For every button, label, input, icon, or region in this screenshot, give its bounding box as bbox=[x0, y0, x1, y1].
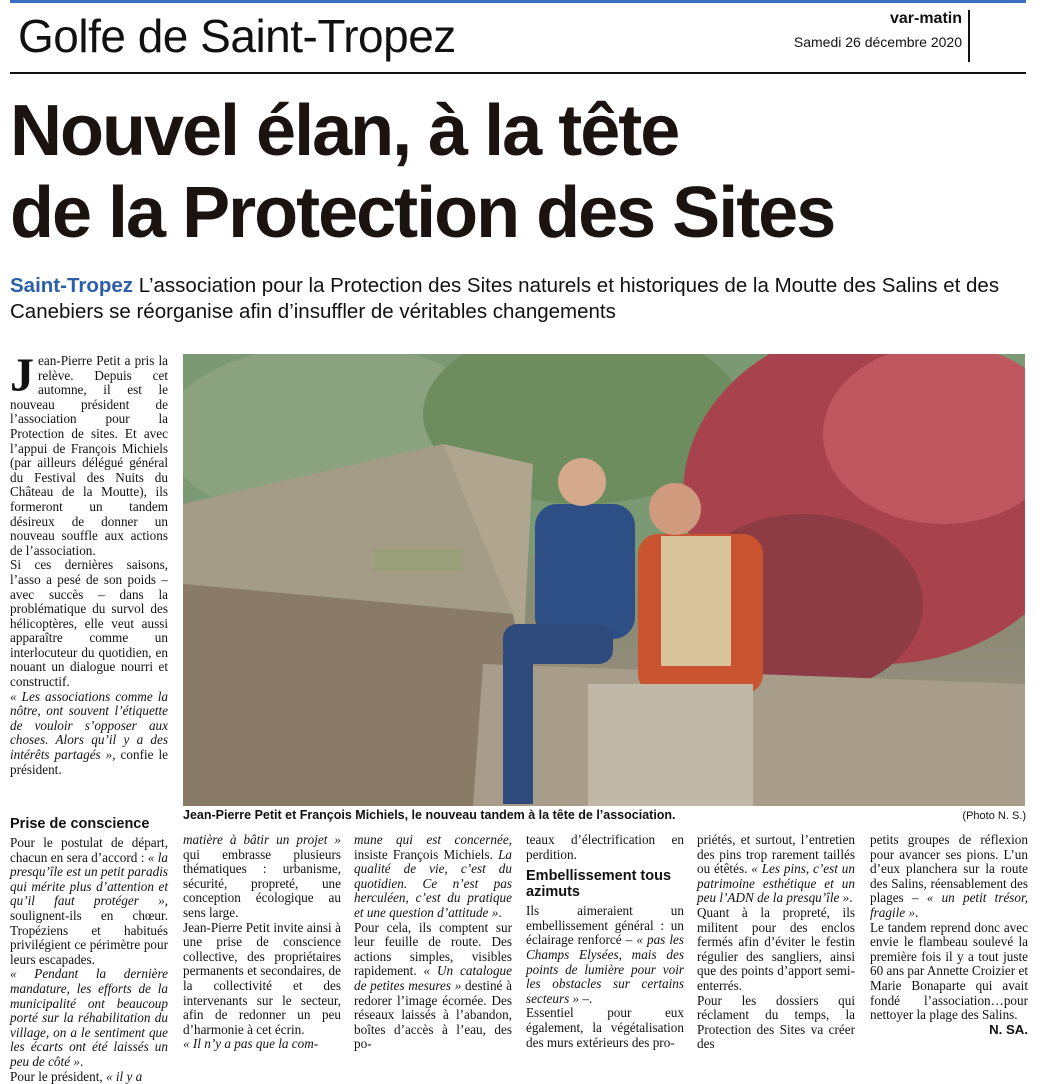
paragraph bbox=[10, 690, 168, 778]
quote: « il y a bbox=[106, 1069, 142, 1084]
paragraph bbox=[697, 833, 855, 906]
quote: « Il n’y a pas que la com- bbox=[183, 1036, 318, 1051]
paper-name: var-matin bbox=[794, 10, 962, 28]
paragraph-text: petits groupes de réflexion pour avancer ses pions. L’un d’eux planchera sur la route des Salins, réensablement des plages – bbox=[870, 832, 1028, 905]
paragraph-text: . bbox=[915, 905, 918, 920]
paragraph-text: ean-Pierre Petit a pris la relève. Depuis cet automne, il est le nouveau président de l’association pour la Protection de sites. Et avec l’appui de François Michiels (par ailleurs délégué général du Festival des Nuits du Château de la Moutte), ils formeront un tandem désireux de donner un nouveau souffle aux actions de l’association. bbox=[10, 353, 168, 558]
paragraph-text: , insiste François Michiels. bbox=[354, 832, 512, 862]
paragraph bbox=[10, 967, 168, 1069]
article-column-3 bbox=[354, 833, 512, 1052]
paragraph bbox=[526, 904, 684, 1006]
paragraph: teaux d’électrification en perdition. bbox=[526, 833, 684, 862]
paragraph bbox=[354, 833, 512, 921]
paragraph-text: , confie le président. bbox=[10, 747, 168, 777]
paragraph bbox=[354, 921, 512, 1052]
quote: La qualité de vie, c’est du quotidien. Ce n’est pas herculéen, c’est du pratique et une question d’attitude » bbox=[354, 847, 512, 920]
article-column-1 bbox=[10, 354, 168, 777]
headline-line-2: de la Protection des Sites bbox=[10, 172, 1040, 254]
paragraph-text: Pour cela, ils comptent sur leur feuille de route. Des actions simples, visibles rapidement. bbox=[354, 920, 512, 979]
paragraph: Essentiel pour eux également, la végétalisation des murs extérieurs des pro- bbox=[526, 1006, 684, 1050]
paragraph-text: –. bbox=[579, 991, 592, 1006]
headline bbox=[10, 90, 1040, 254]
article-photo bbox=[183, 354, 1025, 806]
quote: mune qui est concernée bbox=[354, 832, 509, 847]
masthead-divider bbox=[968, 10, 970, 62]
subheading: Embellissement tous azimuts bbox=[526, 868, 684, 900]
paragraph-text: Ils aimeraient un embellissement général : un éclairage renforcé – bbox=[526, 903, 684, 947]
lede bbox=[10, 273, 1040, 325]
section-title: Golfe de Saint-Tropez bbox=[18, 6, 456, 66]
paragraph: Quant à la propreté, ils militent pour des enclos fermés afin d’éviter le festin régulier des sangliers, ainsi que des points d’apport semi-enterrés. bbox=[697, 906, 855, 994]
headline-line-1: Nouvel élan, à la tête bbox=[10, 90, 1040, 172]
publication-date: Samedi 26 décembre 2020 bbox=[794, 34, 962, 50]
paragraph bbox=[183, 1037, 341, 1052]
paragraph: Si ces dernières saisons, l’asso a pesé de son poids – avec succès – dans la problématique du survol des hélicoptères, elle veut aussi apparaître comme un interlocuteur du quotidien, en nouant un dialogue nourri et constructif. bbox=[10, 558, 168, 689]
quote: matière à bâtir un projet » bbox=[183, 832, 341, 847]
lede-place: Saint-Tropez bbox=[10, 274, 133, 297]
photo-credit: (Photo N. S.) bbox=[962, 810, 1026, 822]
paragraph-text: . bbox=[849, 890, 852, 905]
article-column-6 bbox=[870, 833, 1028, 1037]
paragraph-text: . bbox=[80, 1054, 83, 1069]
paragraph bbox=[10, 836, 168, 967]
article-column-5 bbox=[697, 833, 855, 1052]
photo-illustration bbox=[183, 354, 1025, 806]
paragraph bbox=[870, 833, 1028, 921]
paragraph-text: . bbox=[498, 905, 501, 920]
masthead bbox=[794, 10, 962, 50]
photo-caption: Jean-Pierre Petit et François Michiels, le nouveau tandem à la tête de l’association. bbox=[183, 808, 853, 822]
quote: « Un catalogue de petites mesures » bbox=[354, 963, 512, 993]
paragraph-text: , soulignent-ils en chœur. Tropéziens et habitués privilégient ce périmètre pour leurs escapades. bbox=[10, 893, 168, 966]
quote: « un petit trésor, fragile » bbox=[870, 890, 1028, 920]
quote: « pas les Champs Elysées, mais des points de lumière pour voir les obstacles sur certains secteurs » bbox=[526, 932, 684, 1005]
quote: « Les associations comme la nôtre, ont souvent l’étiquette de vouloir s’opposer aux choses. Alors qu’il y a des intérêts partagés » bbox=[10, 689, 168, 762]
paragraph-text: Pour le postulat de départ, chacun en sera d’accord : bbox=[10, 835, 168, 865]
lede-text: L’association pour la Protection des Sites naturels et historiques de la Moutte des Salins et des Canebiers se réorganise afin d’insuffler de véritables changements bbox=[10, 274, 999, 323]
author-signature: N. SA. bbox=[870, 1023, 1028, 1038]
quote: « Pendant la dernière mandature, les efforts de la municipalité ont beaucoup porté sur la réhabilitation du village, on a le sentiment que les écarts ont été laissés un peu de côté » bbox=[10, 966, 168, 1069]
paragraph-text: qui embrasse plusieurs thématiques : urbanisme, sécurité, propreté, une conception écologique au sens large. bbox=[183, 847, 341, 920]
subheading: Prise de conscience bbox=[10, 816, 168, 832]
paragraph-text: Pour le président, bbox=[10, 1069, 103, 1084]
paragraph: Jean-Pierre Petit invite ainsi à une prise de conscience collective, des propriétaires permanents et secondaires, de la collectivité et des intervenants sur le secteur, afin de redonner un peu d’harmonie à cet écrin. bbox=[183, 921, 341, 1038]
drop-cap: J bbox=[10, 356, 34, 396]
paragraph bbox=[10, 354, 168, 558]
header-rule bbox=[10, 72, 1026, 74]
paragraph: Le tandem reprend donc avec envie le flambeau soulevé la première fois il y a tout juste 60 ans par Annette Croizier et Marie Bonaparte qui avait fondé l’association…pour nettoyer la plage des Salins. bbox=[870, 921, 1028, 1023]
article-column-4 bbox=[526, 833, 684, 1050]
article-column-2 bbox=[183, 833, 341, 1052]
paragraph: Pour les dossiers qui réclament du temps, la Protection des Sites va créer des bbox=[697, 994, 855, 1052]
article-column-1-lower bbox=[10, 810, 168, 1084]
quote: « Les pins, c’est un patrimoine esthétique et un peu l’ADN de la presqu’île » bbox=[697, 861, 855, 905]
quote: « la presqu’île est un petit paradis qui mérite plus d’attention et qu’il faut protéger » bbox=[10, 850, 168, 909]
paragraph bbox=[183, 833, 341, 921]
paragraph-text: priétés, et surtout, l’entretien des pins trop rarement taillés ou étêtés. bbox=[697, 832, 855, 876]
top-accent-line bbox=[10, 0, 1026, 3]
paragraph-text: destiné à redorer l’image écornée. Des réseaux laissés à l’abandon, boîtes d’accès à l’eau, des po- bbox=[354, 978, 512, 1051]
